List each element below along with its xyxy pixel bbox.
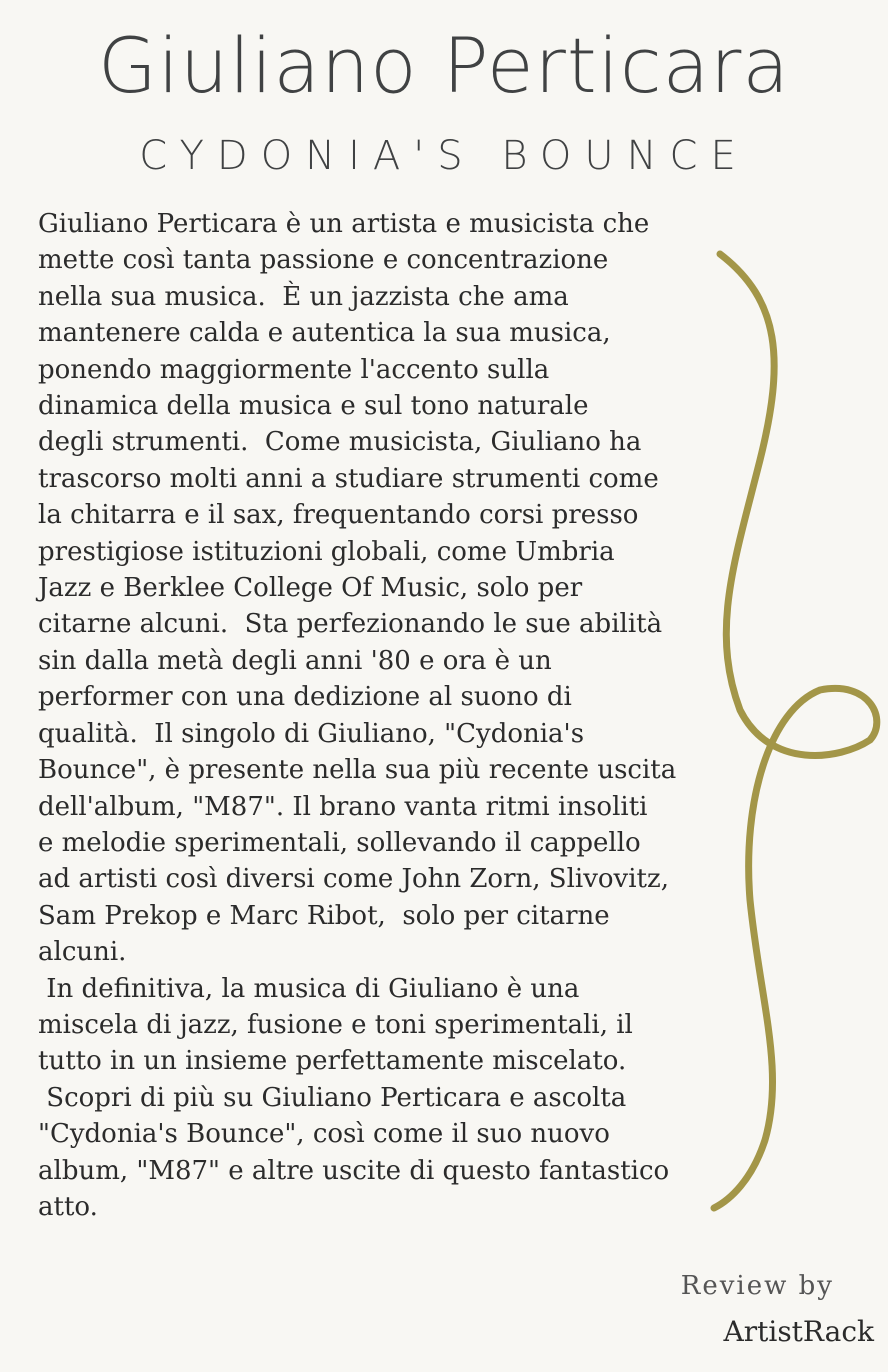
review-line: prestigiose istituzioni globali, come Umbria [38, 536, 615, 567]
review-line: e melodie sperimentali, sollevando il cappello [38, 827, 641, 858]
review-line: In definitiva, la musica di Giuliano è una [38, 973, 580, 1004]
review-line: dell'album, "M87". Il brano vanta ritmi insoliti [38, 791, 648, 822]
review-line: mantenere calda e autentica la sua musica, [38, 318, 611, 349]
review-line: trascorso molti anni a studiare strumenti come [38, 463, 659, 494]
review-line: album, "M87" e altre uscite di questo fantastico [38, 1155, 670, 1186]
review-line: sin dalla metà degli anni '80 e ora è un [38, 645, 552, 676]
review-line: performer con una dedizione al suono di [38, 682, 572, 713]
review-line: ponendo maggiormente l'accento sulla [38, 354, 550, 385]
review-line: qualità. Il singolo di Giuliano, "Cydonia's [38, 718, 585, 749]
review-line: Bounce", è presente nella sua più recente uscita [38, 755, 677, 786]
review-line: dinamica della musica e sul tono naturale [38, 391, 589, 422]
review-line: "Cydonia's Bounce", così come il suo nuovo [38, 1119, 610, 1150]
review-line: mette così tanta passione e concentrazione [38, 245, 609, 276]
review-line: ad artisti così diversi come John Zorn, Slivovitz, [38, 864, 669, 895]
review-line: Giuliano Perticara è un artista e musicista che [38, 209, 650, 239]
review-line: tutto in un insieme perfettamente miscelato. [38, 1046, 627, 1077]
review-line: Sam Prekop e Marc Ribot, solo per citarne [38, 900, 610, 931]
decorative-swirl-ornament [690, 240, 888, 1220]
review-by-label: Review by [680, 1271, 834, 1301]
review-line: la chitarra e il sax, frequentando corsi presso [38, 500, 639, 531]
review-line: alcuni. [38, 937, 127, 968]
review-line: degli strumenti. Come musicista, Giuliano ha [38, 427, 642, 458]
review-line: Scopri di più su Giuliano Perticara e ascolta [38, 1082, 627, 1113]
review-line: citarne alcuni. Sta perfezionando le sue abilità [38, 609, 663, 640]
review-line: miscela di jazz, fusione e toni sperimentali, il [38, 1009, 633, 1040]
song-title-subtitle: CYDONIA'S BOUNCE [139, 133, 749, 179]
review-line: Jazz e Berklee College Of Music, solo per [38, 573, 583, 604]
artist-name-title: Giuliano Perticara [97, 21, 791, 110]
review-line: atto. [38, 1191, 98, 1222]
reviewer-name: ArtistRack [723, 1315, 874, 1348]
review-line: nella sua musica. È un jazzista che ama [38, 281, 569, 312]
review-body [38, 206, 698, 1225]
